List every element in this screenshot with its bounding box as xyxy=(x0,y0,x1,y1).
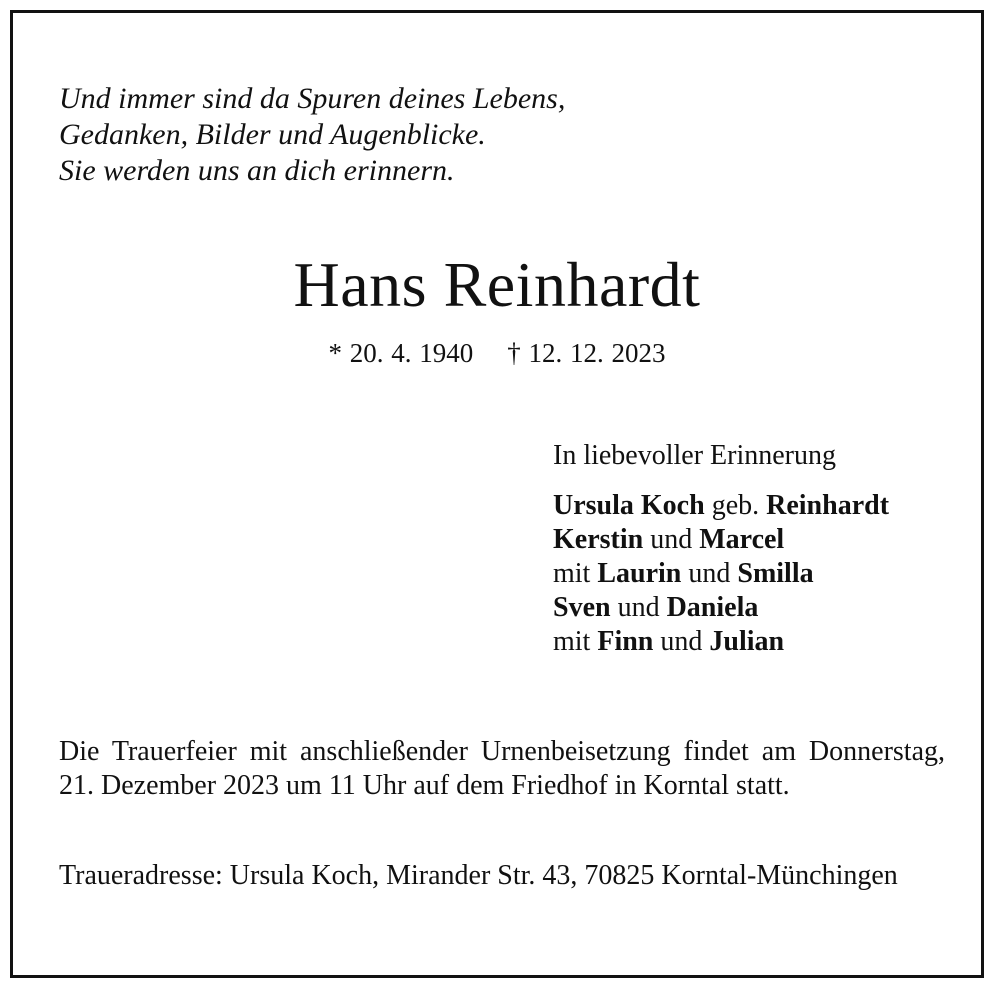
mourner-name: Marcel xyxy=(699,524,785,555)
death-date: † 12. 12. 2023 xyxy=(507,338,666,368)
mourners-block xyxy=(553,439,889,659)
mourner-connector: und xyxy=(610,592,667,623)
mourner-name: Daniela xyxy=(666,592,759,623)
obituary-notice xyxy=(10,10,984,978)
mourner-name: Sven xyxy=(553,592,611,623)
mourner-name: Ursula Koch xyxy=(553,490,705,521)
mourner-name: Kerstin xyxy=(553,524,644,555)
poem-line: Und immer sind da Spuren deines Lebens, xyxy=(59,82,566,115)
mourner-connector: geb. xyxy=(704,490,767,521)
memorial-poem xyxy=(59,81,565,189)
ceremony-info: Die Trauerfeier mit anschließender Urnenbeisetzung findet am Donnerstag, 21. Dezember 2023 um 11 Uhr auf dem Friedhof in Korntal statt. xyxy=(59,736,945,801)
mourner-name: Smilla xyxy=(737,558,814,589)
mourner-connector: und xyxy=(643,524,700,555)
mourner-connector: und xyxy=(653,626,710,657)
mourner-line xyxy=(553,625,889,659)
mourner-connector: und xyxy=(681,558,738,589)
mourning-address: Traueradresse: Ursula Koch, Mirander Str. 43, 70825 Korntal-Münchingen xyxy=(59,860,898,891)
poem-line: Gedanken, Bilder und Augenblicke. xyxy=(59,118,486,151)
birth-date: * 20. 4. 1940 xyxy=(328,338,474,368)
mourner-connector: mit xyxy=(553,626,598,657)
mourner-name: Finn xyxy=(597,626,654,657)
life-dates xyxy=(13,335,981,371)
mourner-connector: mit xyxy=(553,558,598,589)
mourner-name: Reinhardt xyxy=(766,490,890,521)
mourner-line xyxy=(553,591,889,625)
mourner-line xyxy=(553,489,889,523)
mourner-name: Julian xyxy=(709,626,785,657)
poem-line: Sie werden uns an dich erinnern. xyxy=(59,154,455,187)
mourner-name: Laurin xyxy=(597,558,682,589)
mourners-intro: In liebevoller Erinnerung xyxy=(553,440,837,471)
mourner-line xyxy=(553,557,889,591)
deceased-name: Hans Reinhardt xyxy=(293,249,701,320)
mourner-line xyxy=(553,523,889,557)
